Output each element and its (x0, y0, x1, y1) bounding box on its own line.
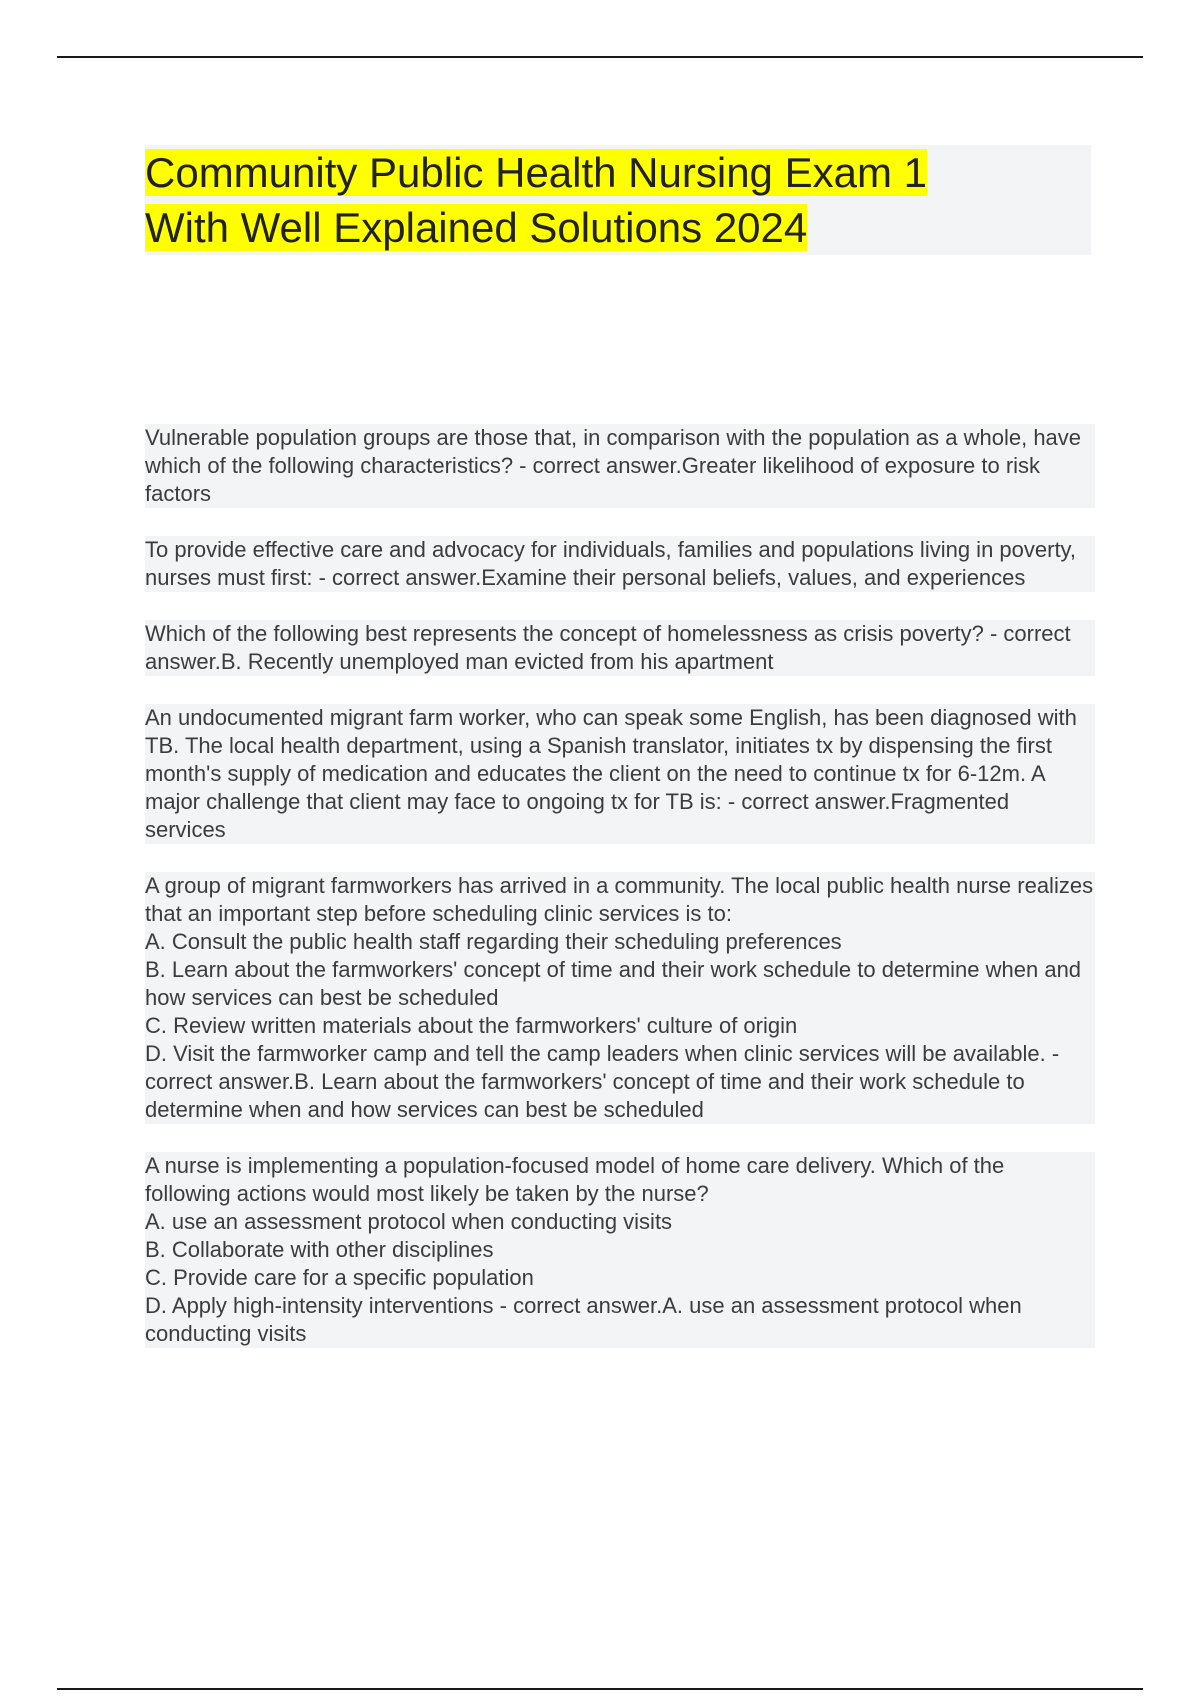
question-line-wrap (145, 424, 1095, 508)
question-item (145, 872, 1095, 1124)
question-item (145, 1152, 1095, 1348)
question-line-wrap (145, 956, 1095, 1012)
question-line: D. Visit the farmworker camp and tell the camp leaders when clinic services will be available. - correct answer.B. Learn about the farmworkers' concept of time and their work schedule to determine when and how services can best be scheduled (145, 1041, 1060, 1122)
question-item (145, 620, 1095, 676)
question-line-wrap (145, 1236, 1095, 1264)
title-block (145, 145, 1091, 255)
question-line: A. Consult the public health staff regarding their scheduling preferences (145, 929, 842, 954)
question-line-wrap (145, 1208, 1095, 1236)
question-line-wrap (145, 1292, 1095, 1348)
question-line: C. Review written materials about the farmworkers' culture of origin (145, 1013, 798, 1038)
question-line: An undocumented migrant farm worker, who can speak some English, has been diagnosed with TB. The local health department, using a Spanish translator, initiates tx by dispensing the first month's supply of medication and educates the client on the need to continue tx for 6-12m. A major challenge that client may face to ongoing tx for TB is: - correct answer.Fragmented services (145, 705, 1077, 842)
title-line-1: Community Public Health Nursing Exam 1 (145, 149, 927, 196)
top-rule (57, 56, 1143, 58)
question-line: Which of the following best represents the concept of homelessness as crisis poverty? - correct answer.B. Recently unemployed man evicted from his apartment (145, 621, 1071, 674)
title-line-2: With Well Explained Solutions 2024 (145, 204, 808, 251)
question-line: To provide effective care and advocacy for individuals, families and populations living in poverty, nurses must first: - correct answer.Examine their personal beliefs, values, and experiences (145, 537, 1077, 590)
question-item (145, 536, 1095, 592)
bottom-rule (57, 1688, 1143, 1690)
question-line-wrap (145, 704, 1095, 844)
question-line: A. use an assessment protocol when conducting visits (145, 1209, 673, 1234)
question-line: C. Provide care for a specific population (145, 1265, 534, 1290)
question-line: A group of migrant farmworkers has arrived in a community. The local public health nurse realizes that an important step before scheduling clinic services is to: (145, 873, 1094, 926)
question-line-wrap (145, 1012, 1095, 1040)
question-line-wrap (145, 1152, 1095, 1208)
question-line: B. Collaborate with other disciplines (145, 1237, 494, 1262)
question-line: D. Apply high-intensity interventions - correct answer.A. use an assessment protocol when conducting visits (145, 1293, 1022, 1346)
question-item (145, 424, 1095, 508)
question-line-wrap (145, 620, 1095, 676)
question-line: Vulnerable population groups are those that, in comparison with the population as a whole, have which of the following characteristics? - correct answer.Greater likelihood of exposure to risk factors (145, 425, 1082, 506)
question-line-wrap (145, 1040, 1095, 1124)
question-line-wrap (145, 872, 1095, 928)
question-line: A nurse is implementing a population-focused model of home care delivery. Which of the following actions would most likely be taken by the nurse? (145, 1153, 1005, 1206)
document-title (145, 145, 1091, 255)
question-item (145, 704, 1095, 844)
question-line-wrap (145, 928, 1095, 956)
question-line-wrap (145, 1264, 1095, 1292)
question-line-wrap (145, 536, 1095, 592)
question-line: B. Learn about the farmworkers' concept of time and their work schedule to determine when and how services can best be scheduled (145, 957, 1082, 1010)
question-list (145, 424, 1095, 1376)
